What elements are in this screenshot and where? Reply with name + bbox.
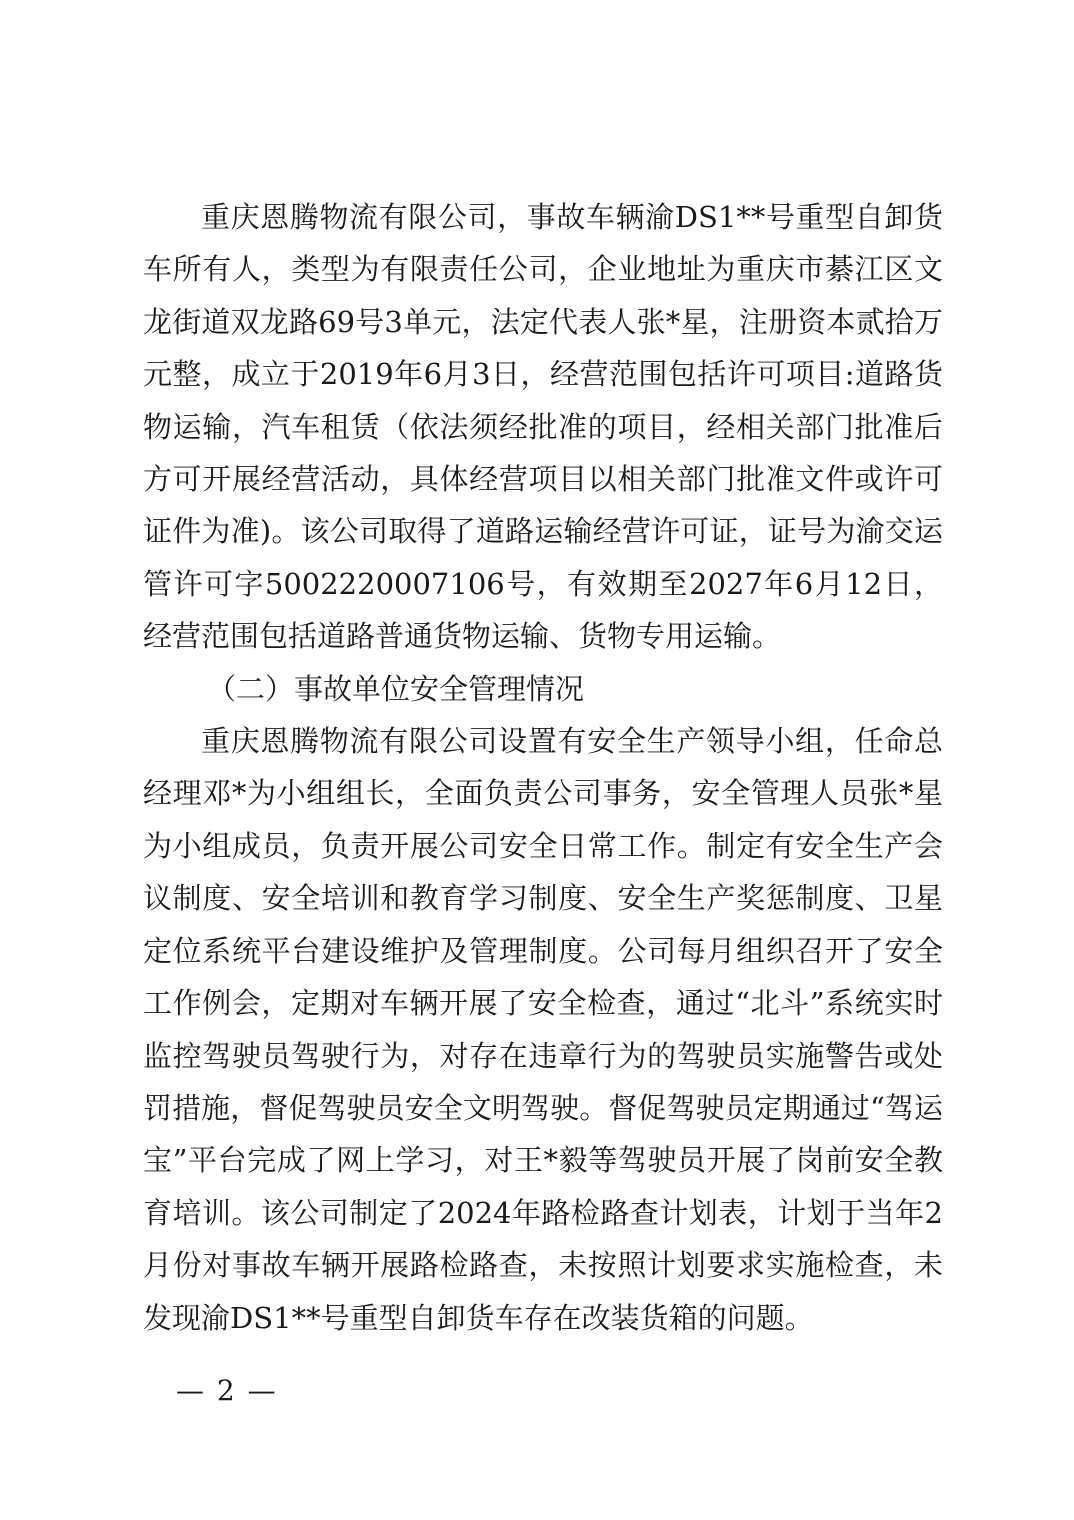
page-number: — 2 — (176, 1374, 278, 1407)
document-body (143, 191, 943, 1344)
paragraph-company-info: 重庆恩腾物流有限公司，事故车辆渝DS1**号重型自卸货车所有人，类型为有限责任公司，企业地址为重庆市綦江区文龙街道双龙路69号3单元，法定代表人张*星，注册资本贰拾万元整，成立于2019年6月3日，经营范围包括许可项目:道路货物运输，汽车租赁（依法须经批准的项目，经相关部门批准后方可开展经营活动，具体经营项目以相关部门批准文件或许可证件为准)。该公司取得了道路运输经营许可证，证号为渝交运管许可字5002220007106号，有效期至2027年6月12日，经营范围包括道路普通货物运输、货物专用运输。 (143, 200, 943, 654)
paragraph-safety-management: 重庆恩腾物流有限公司设置有安全生产领导小组，任命总经理邓*为小组组长，全面负责公司事务，安全管理人员张*星为小组成员，负责开展公司安全日常工作。制定有安全生产会议制度、安全培训和教育学习制度、安全生产奖惩制度、卫星定位系统平台建设维护及管理制度。公司每月组织召开了安全工作例会，定期对车辆开展了安全检查，通过“北斗”系统实时监控驾驶员驾驶行为，对存在违章行为的驾驶员实施警告或处罚措施，督促驾驶员安全文明驾驶。督促驾驶员定期通过“驾运宝”平台完成了网上学习，对王*毅等驾驶员开展了岗前安全教育培训。该公司制定了2024年路检路查计划表，计划于当年2月份对事故车辆开展路检路查，未按照计划要求实施检查，未发现渝DS1**号重型自卸货车存在改装货箱的问题。 (143, 724, 943, 1335)
section-heading: （二）事故单位安全管理情况 (207, 671, 585, 706)
